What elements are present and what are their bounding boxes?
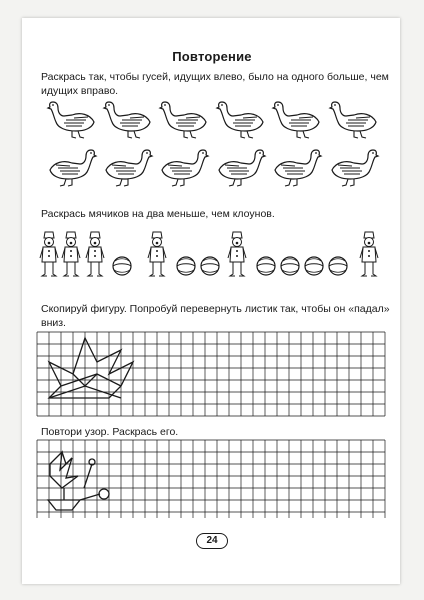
clown-icon	[228, 232, 246, 276]
clown-icon	[86, 232, 104, 276]
task-3-text: Скопируй фигуру. Попробуй перевернуть листик так, чтобы он «падал» вниз.	[41, 303, 390, 329]
ball-icon	[201, 257, 219, 275]
page-number: 24	[196, 533, 228, 549]
ball-icon	[329, 257, 347, 275]
goose-icon	[50, 150, 96, 186]
geese-row-2	[50, 150, 378, 186]
task-4-text: Повтори узор. Раскрась его.	[41, 426, 179, 438]
goose-icon	[219, 150, 265, 186]
clown-icon	[360, 232, 378, 276]
task-2-text: Раскрась мячиков на два меньше, чем клоунов.	[41, 208, 275, 220]
goose-icon	[273, 102, 319, 138]
ball-icon	[305, 257, 323, 275]
flower-pattern	[48, 452, 109, 510]
ball-icon	[177, 257, 195, 275]
clown-icon	[40, 232, 58, 276]
pattern-grid[interactable]	[37, 440, 385, 518]
goose-icon	[162, 150, 208, 186]
goose-icon	[106, 150, 152, 186]
goose-icon	[104, 102, 150, 138]
goose-icon	[330, 102, 376, 138]
ball-icon	[113, 257, 131, 275]
geese-row-1	[48, 102, 376, 138]
task-1-text: Раскрась так, чтобы гусей, идущих влево, было на одного больше, чем идущих вправо.	[41, 71, 389, 97]
ball-icon	[281, 257, 299, 275]
copy-grid[interactable]	[37, 332, 385, 416]
goose-icon	[160, 102, 206, 138]
goose-icon	[275, 150, 321, 186]
ball-icon	[257, 257, 275, 275]
goose-icon	[332, 150, 378, 186]
clown-icon	[62, 232, 80, 276]
goose-icon	[48, 102, 94, 138]
clowns-and-balls-row	[40, 232, 378, 276]
goose-icon	[217, 102, 263, 138]
clown-icon	[148, 232, 166, 276]
page-title: Повторение	[172, 49, 252, 64]
